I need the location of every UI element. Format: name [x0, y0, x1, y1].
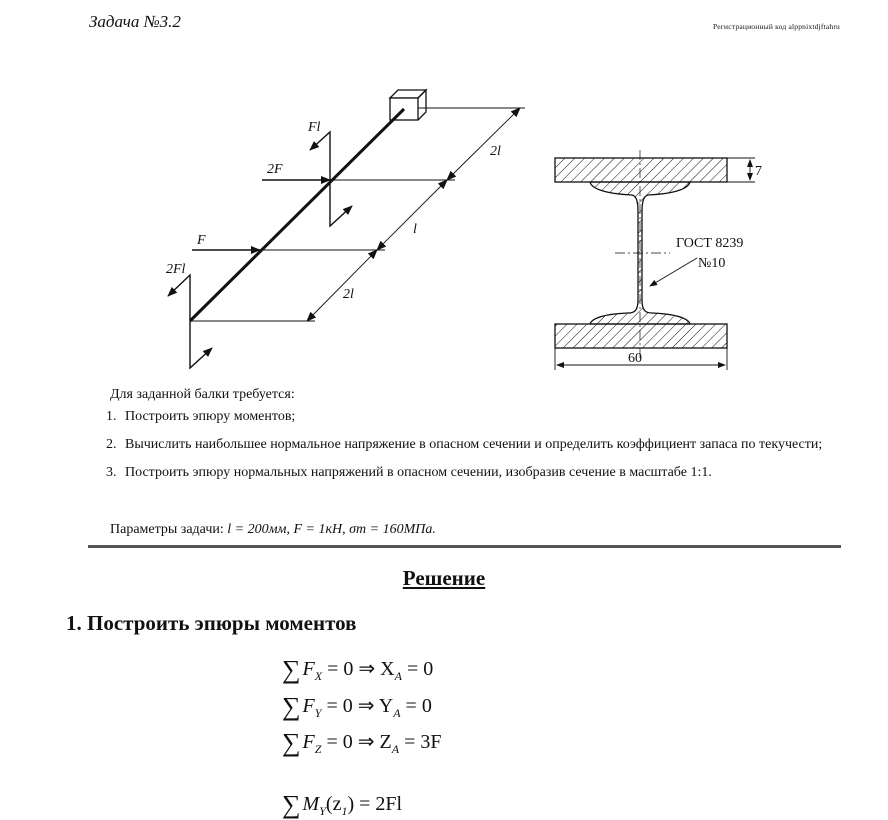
- dim-l: l: [413, 222, 417, 237]
- dim-2l-top: 2l: [490, 144, 501, 159]
- task-intro: Для заданной балки требуется:: [110, 387, 295, 402]
- param-l: l = 200мм: [227, 522, 287, 537]
- dim-2l-bottom: 2l: [343, 287, 354, 302]
- flange-thickness-label: 7: [755, 164, 762, 179]
- step-text: Построить эпюру моментов;: [125, 409, 296, 424]
- equation-fz: ∑ $F_Z = 0$ ⇒ $Z_A = 3F$: [282, 728, 442, 757]
- label-2fl: 2Fl: [166, 262, 186, 277]
- solution-heading: Решение: [402, 566, 486, 590]
- step-number: 2.: [106, 437, 117, 452]
- flange-width-label: 60: [628, 351, 642, 366]
- label-2f: 2F: [267, 162, 283, 177]
- step-number: 1.: [106, 409, 117, 424]
- task-step: [106, 436, 842, 453]
- i-beam-section: [540, 145, 780, 375]
- task-steps: [106, 408, 842, 492]
- equation-fy: ∑ $F_Y = 0$ ⇒ $Y_A = 0$: [282, 692, 432, 721]
- task-parameters: Параметры задачи: l = 200мм, F = 1кН, σт = 160МПа.: [110, 522, 436, 537]
- gost-label: ГОСТ 8239: [676, 236, 744, 251]
- equation-my: ∑ $M_Y(z_1) = 2Fl$: [282, 790, 403, 819]
- registration-code: Регистрационный код alppnixtdjftahru: [712, 22, 840, 31]
- section-divider: [88, 545, 841, 548]
- label-fl: Fl: [308, 120, 321, 135]
- params-label: Параметры задачи:: [110, 522, 224, 537]
- problem-title: Задача №3.2: [89, 12, 181, 31]
- task-step: [106, 464, 842, 481]
- beam-diagram: [150, 80, 540, 380]
- param-f: F = 1кН: [293, 522, 343, 537]
- step-number: 3.: [106, 465, 117, 480]
- param-sigma: σт = 160МПа.: [349, 522, 436, 537]
- section1-title: 1. Построить эпюры моментов: [66, 611, 357, 635]
- task-step: [106, 408, 842, 425]
- step-text: Построить эпюру нормальных напряжений в опасном сечении, изобразив сечение в масштабе 1:1.: [125, 465, 712, 480]
- step-text: Вычислить наибольшее нормальное напряжение в опасном сечении и определить коэффициент запаса по текучести;: [125, 437, 823, 452]
- equation-fx: ∑ $F_X = 0$ ⇒ $X_A = 0$: [282, 655, 434, 684]
- beam-line: [190, 109, 404, 321]
- label-f: F: [197, 233, 206, 248]
- profile-number-label: №10: [698, 256, 726, 271]
